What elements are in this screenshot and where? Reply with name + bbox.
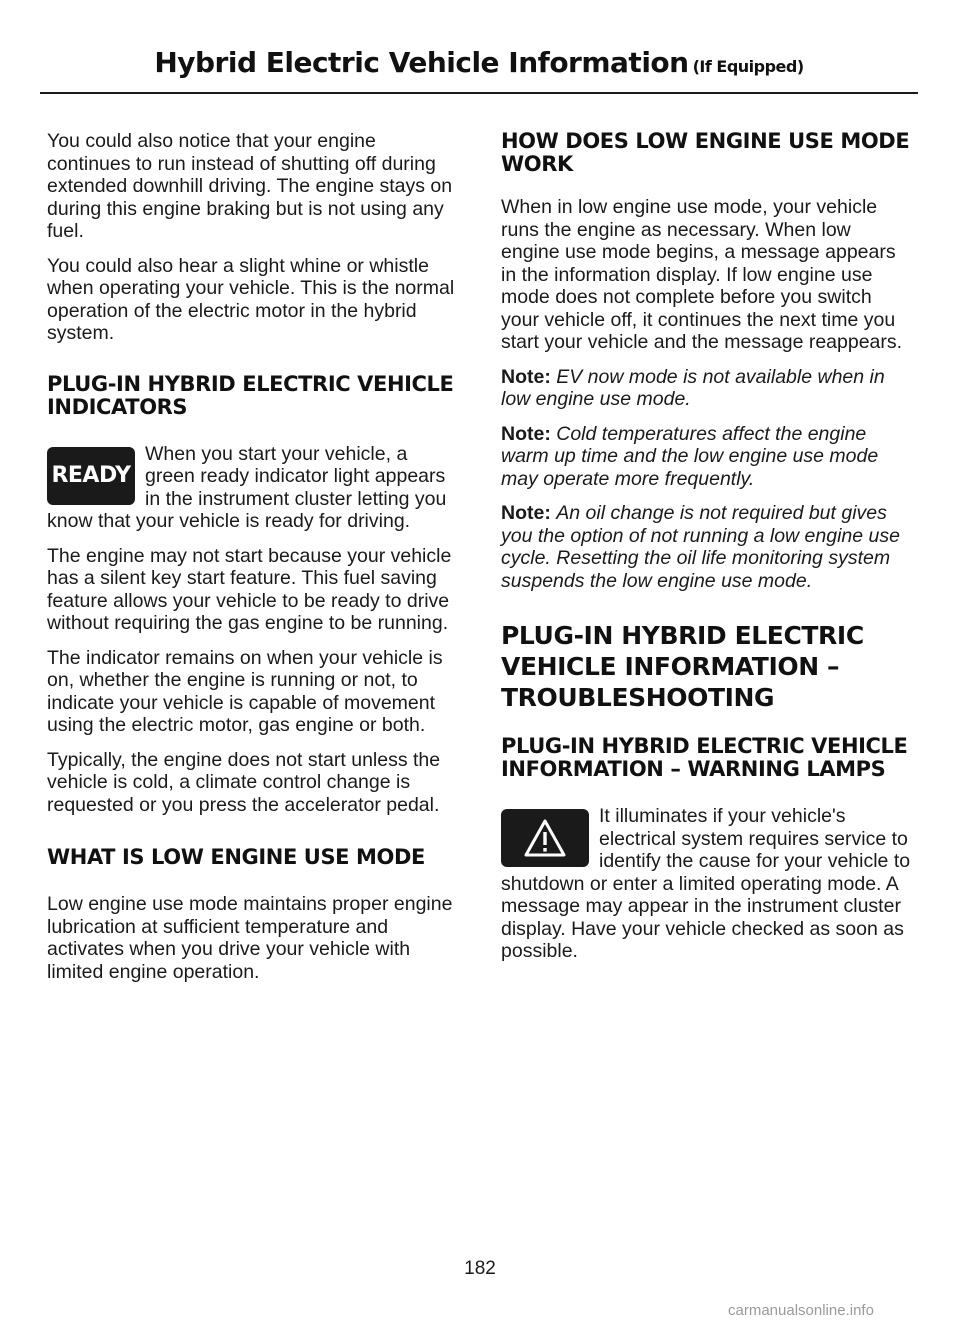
paragraph: You could also notice that your engine continues to run instead of shutting off during extended downhill driving. The engine stays on during this engine braking but is not using any fuel.	[47, 130, 453, 242]
heading-warning-lamps: PLUG-IN HYBRID ELECTRIC VEHICLE INFORMATION – WARNING LAMPS	[501, 734, 908, 781]
paragraph: The indicator remains on when your vehicle is on, whether the engine is running or not, to indicate your vehicle is capable of movement using the electric motor, gas engine or both.	[47, 646, 443, 736]
left-column	[47, 130, 459, 995]
note	[501, 423, 913, 491]
paragraph: When you start your vehicle, a green ready indicator light appears in the instrument cluster letting you know that your vehicle is ready for driving.	[47, 442, 447, 532]
warning-icon-wrap	[501, 809, 589, 867]
ready-icon-text: READY	[51, 463, 131, 488]
right-column	[501, 130, 913, 975]
page-header	[40, 40, 918, 94]
ready-indicator-icon	[47, 447, 135, 505]
paragraph: Typically, the engine does not start unless the vehicle is cold, a climate control change is requested or you press the accelerator pedal.	[47, 748, 441, 816]
page-title	[40, 40, 918, 79]
note-label: Note:	[501, 365, 551, 388]
paragraph: Low engine use mode maintains proper engine lubrication at sufficient temperature and activates when you drive your vehicle with limited engine operation.	[47, 893, 453, 983]
heading-indicators: PLUG-IN HYBRID ELECTRIC VEHICLE INDICATORS	[47, 371, 454, 419]
note-text: An oil change is not required but gives you the option of not running a low engine use cycle. Resetting the oil life monitoring system suspends the low engine use mode.	[501, 502, 900, 592]
note	[501, 366, 913, 411]
paragraph: The engine may not start because your vehicle has a silent key start feature. This fuel saving feature allows your vehicle to be ready to drive without requiring the gas engine to be running.	[47, 544, 452, 634]
heading-low-engine: WHAT IS LOW ENGINE USE MODE	[47, 845, 425, 869]
paragraph: You could also hear a slight whine or whistle when operating your vehicle. This is the normal operation of the electric motor in the hybrid system.	[47, 254, 455, 344]
note-label: Note:	[501, 502, 551, 524]
note	[501, 502, 913, 592]
heading-troubleshooting: PLUG-IN HYBRID ELECTRIC VEHICLE INFORMATION – TROUBLESHOOTING	[501, 621, 864, 712]
page-number: 182	[464, 1258, 496, 1279]
paragraph: It illuminates if your vehicle's electrical system requires service to identify the cause for your vehicle to shutdown or enter a limited operating mode. A message may appear in the instrument cluster display. Have your vehicle checked as soon as possible.	[501, 805, 911, 962]
note-label: Note:	[501, 422, 551, 445]
note-text: EV now mode is not available when in low engine use mode.	[501, 365, 885, 410]
ready-icon-wrap	[47, 447, 135, 505]
warning-triangle-icon	[501, 809, 589, 867]
page-subtitle: (If Equipped)	[692, 57, 804, 76]
warning-triangle-svg	[523, 818, 567, 858]
page-title-text: Hybrid Electric Vehicle Information	[154, 46, 689, 79]
paragraph: When in low engine use mode, your vehicle runs the engine as necessary. When low engine use mode begins, a message appears in the information display. If low engine use mode does not complete before you switch your vehicle off, it continues the next time you start your vehicle and the message reappears.	[501, 196, 903, 353]
watermark: carmanualsonline.info	[728, 1302, 874, 1319]
heading-how: HOW DOES LOW ENGINE USE MODE WORK	[501, 129, 910, 176]
note-text: Cold temperatures affect the engine warm up time and the low engine use mode may operate more frequently.	[501, 422, 879, 490]
